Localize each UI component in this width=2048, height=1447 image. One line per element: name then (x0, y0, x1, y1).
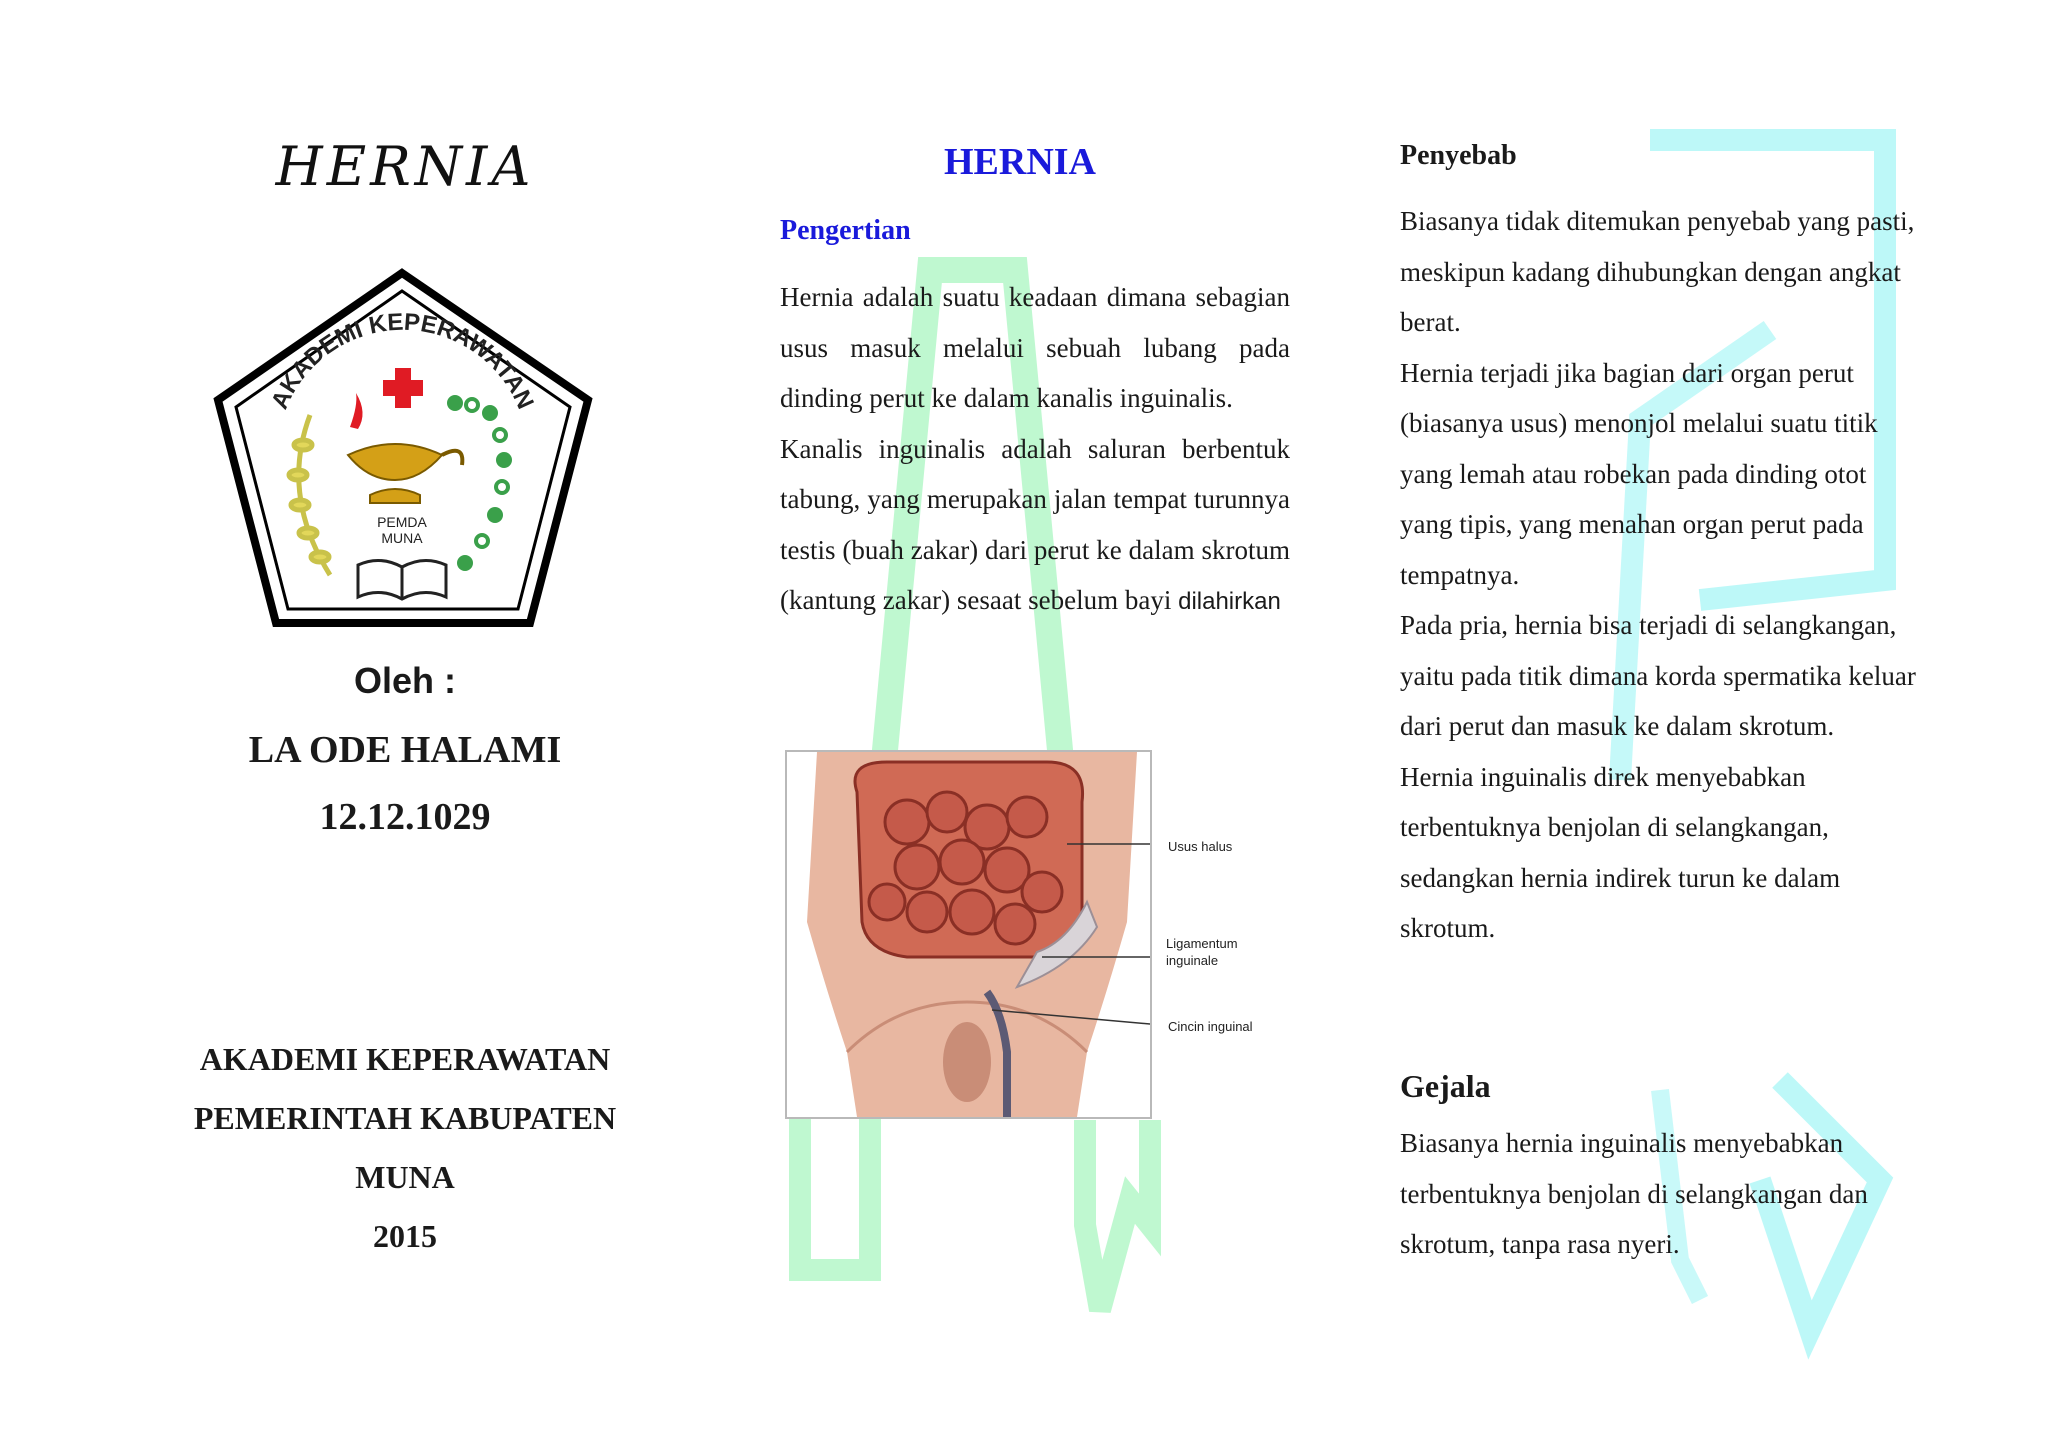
institution-year: 2015 (373, 1218, 437, 1254)
anatomy-figure (785, 750, 1152, 1119)
causes-text (1400, 196, 1920, 954)
label-small-intestine: Usus halus (1168, 839, 1233, 854)
definition-text (780, 272, 1290, 628)
inguinal-canal-paragraph (780, 424, 1290, 628)
label-inguinal-ring: Cincin inguinal (1168, 1019, 1253, 1034)
logo-arc-text: AKADEMI KEPERAWATAN (266, 308, 539, 414)
author-name: LA ODE HALAMI (248, 729, 562, 771)
logo-inner-text-2: MUNA (381, 530, 423, 546)
intestine-illustration (787, 752, 1150, 1117)
paragraph-tail: dilahirkan (1178, 588, 1281, 615)
cause-paragraph: Biasanya tidak ditemukan penyebab yang pasti, meskipun kadang dihubungkan dengan angkat berat. (1400, 206, 1915, 337)
institution-line: PEMERINTAH KABUPATEN (193, 1100, 617, 1136)
paragraph-main: Kanalis inguinalis adalah saluran berbentuk tabung, yang merupakan jalan tempat turunnya testis (buah zakar) dari perut ke dalam skrotum (kantung zakar) sesaat sebelum bayi (780, 433, 1290, 615)
definition-heading: Pengertian (780, 215, 911, 246)
institution-line: AKADEMI KEPERAWATAN (199, 1041, 611, 1077)
label-inguinal-ligament: Ligamentum inguinale (1166, 936, 1238, 968)
cause-paragraph: Pada pria, hernia bisa terjadi di selangkangan, yaitu pada titik dimana korda spermatika keluar dari perut dan masuk ke dalam skrotum. (1400, 610, 1916, 741)
nursing-academy-logo (210, 265, 595, 635)
by-label: Oleh : (353, 660, 456, 701)
section-title: HERNIA (943, 141, 1097, 183)
cause-paragraph: Hernia inguinalis direk menyebabkan terbentuknya benjolan di selangkangan, sedangkan hernia indirek turun ke dalam skrotum. (1400, 761, 1841, 943)
logo-inner-text-1: PEMDA (377, 514, 427, 530)
definition-paragraph: Hernia adalah suatu keadaan dimana sebagian usus masuk melalui sebuah lubang pada dinding perut ke dalam kanalis inguinalis. (780, 282, 1290, 413)
causes-heading: Penyebab (1400, 140, 1517, 171)
cover-title: HERNIA (275, 135, 535, 198)
symptoms-text: Biasanya hernia inguinalis menyebabkan terbentuknya benjolan di selangkangan dan skrotum, tanpa rasa nyeri. (1400, 1128, 1868, 1259)
cause-paragraph: Hernia terjadi jika bagian dari organ perut (biasanya usus) menonjol melalui suatu titik yang lemah atau robekan pada dinding otot yang tipis, yang menahan organ perut pada tempatnya. (1400, 357, 1878, 590)
symptoms-heading: Gejala (1400, 1068, 1491, 1104)
student-id: 12.12.1029 (319, 796, 491, 838)
institution-block (160, 1030, 650, 1266)
institution-line: MUNA (355, 1159, 455, 1195)
